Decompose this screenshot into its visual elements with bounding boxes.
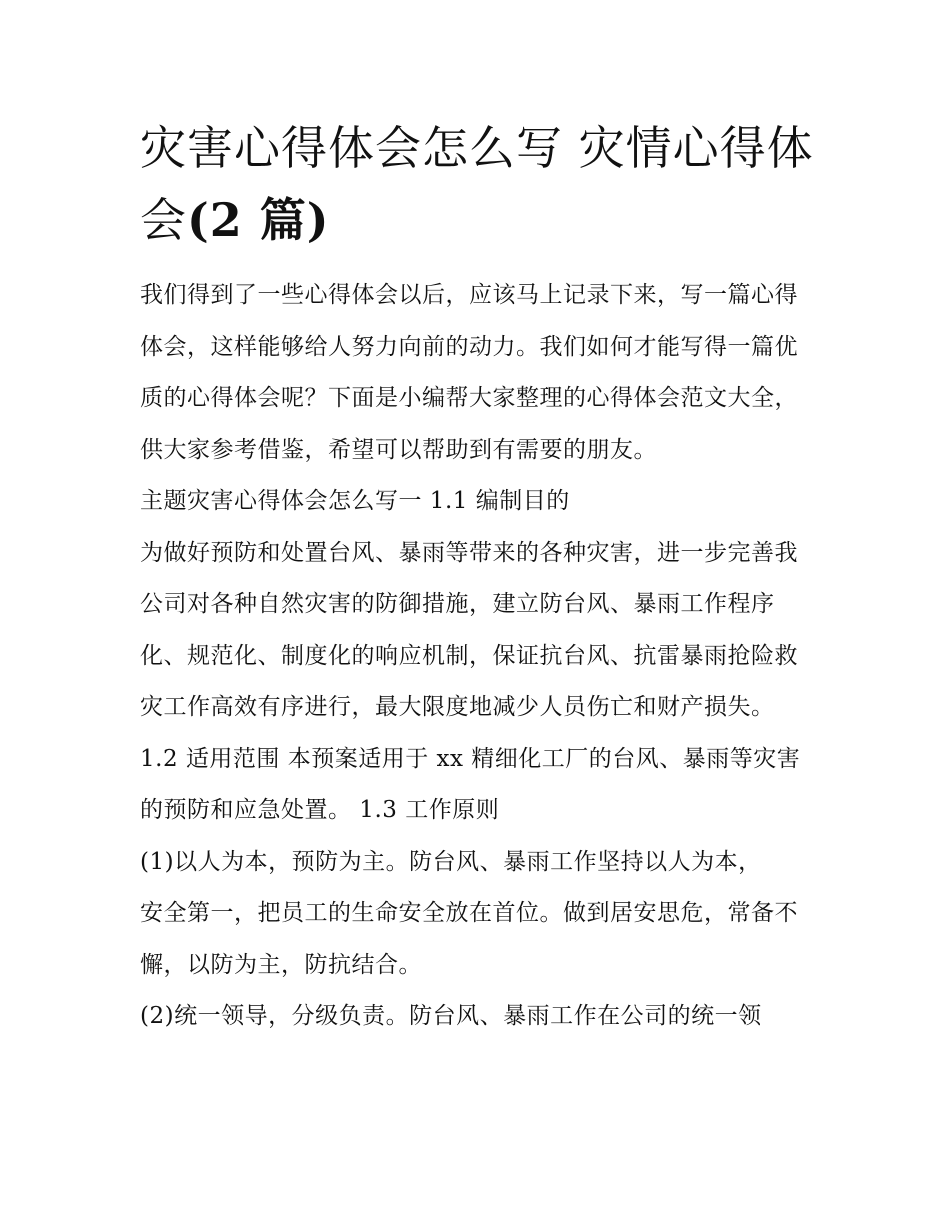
document-title [140,112,815,256]
document-body [140,112,815,1043]
document-title-count: (2 篇) [187,193,330,247]
paragraph-intro: 我们得到了一些心得体会以后，应该马上记录下来，写一篇心得体会，这样能够给人努力向前的动力。我们如何才能写得一篇优质的心得体会呢？下面是小编帮大家整理的心得体会范文大全，供大家参考借鉴，希望可以帮助到有需要的朋友。 [140,282,798,463]
paragraph-purpose: 为做好预防和处置台风、暴雨等带来的各种灾害，进一步完善我公司对各种自然灾害的防御措施，建立防台风、暴雨工作程序化、规范化、制度化的响应机制，保证抗台风、抗雷暴雨抢险救灾工作高效有序进行，最大限度地减少人员伤亡和财产损失。 [140,539,798,720]
paragraph-heading-1-1: 主题灾害心得体会怎么写一 1.1 编制目的 [140,488,570,514]
document-title-main: 灾害心得体会怎么写 灾情心得体会 [140,121,814,247]
paragraph-principle-2: (2)统一领导，分级负责。防台风、暴雨工作在公司的统一领 [140,1003,762,1029]
paragraph-scope: 1.2 适用范围 本预案适用于 xx 精细化工厂的台风、暴雨等灾害的预防和应急处置。 1.3 工作原则 [140,745,801,823]
paragraph-principle-1-cont: 安全第一，把员工的生命安全放在首位。做到居安思危，常备不懈，以防为主，防抗结合。 [140,900,798,978]
paragraph-principle-1: (1)以人为本，预防为主。防台风、暴雨工作坚持以人为本， [140,848,762,875]
